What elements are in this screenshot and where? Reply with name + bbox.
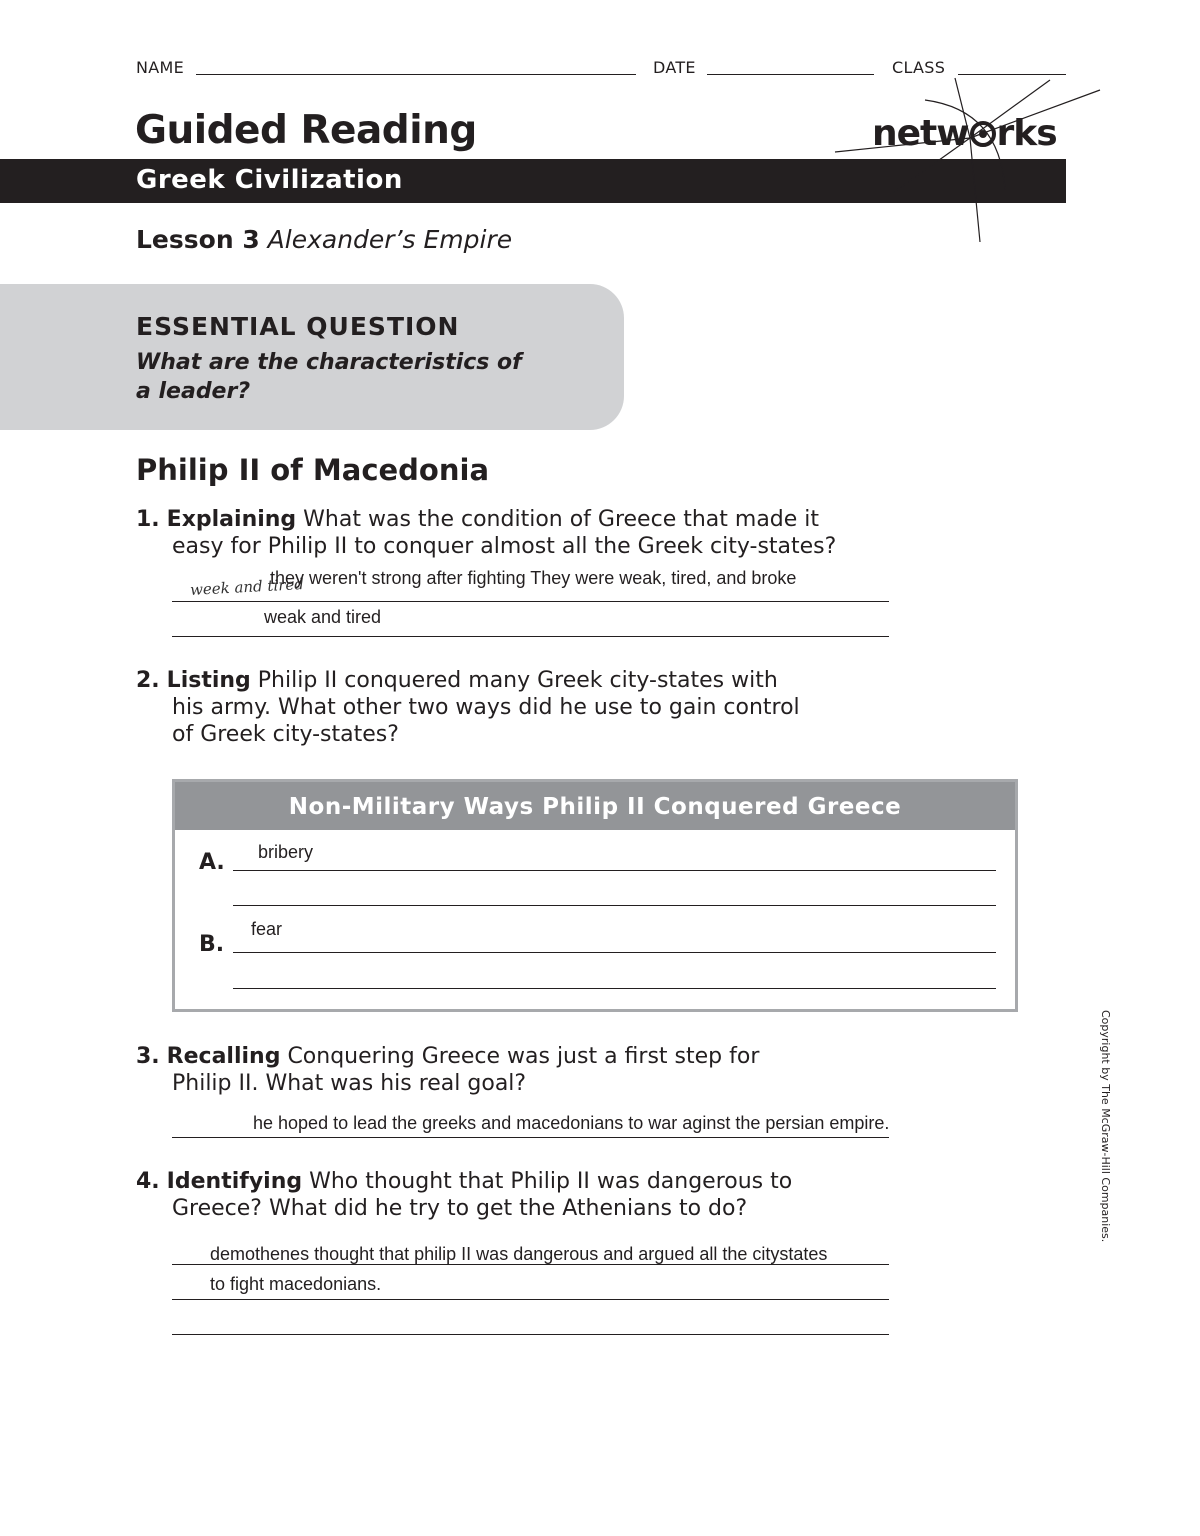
table-heading: Non-Military Ways Philip II Conquered Greece <box>175 782 1015 830</box>
answer-line[interactable] <box>172 1299 889 1300</box>
question-text: Greece? What did he try to get the Athenians to do? <box>172 1196 748 1221</box>
question-4 <box>136 1168 916 1222</box>
question-2 <box>136 667 916 748</box>
answer-text: demothenes thought that philip II was dangerous and argued all the citystates <box>210 1244 828 1264</box>
answer-text: they weren't strong after fighting They were weak, tired, and broke <box>270 568 797 588</box>
question-3 <box>136 1043 916 1097</box>
handwritten-answer: week and tired <box>189 575 305 599</box>
question-text: What was the condition of Greece that made it <box>296 507 820 532</box>
question-keyword: Listing <box>166 668 251 693</box>
answer-line[interactable] <box>172 636 889 637</box>
essential-question-line-2: a leader? <box>136 379 251 404</box>
non-military-ways-table <box>172 779 1018 1012</box>
section-title: Philip II of Macedonia <box>136 453 490 487</box>
table-answer: fear <box>251 919 283 939</box>
answer-line[interactable] <box>233 870 996 871</box>
table-answer: bribery <box>258 842 314 862</box>
answer-text: to fight macedonians. <box>210 1274 382 1294</box>
answer-text: he hoped to lead the greeks and macedonians to war aginst the persian empire. <box>253 1113 890 1133</box>
copyright-notice: Copyright by The McGraw-Hill Companies. <box>1099 1010 1112 1243</box>
logo-burst-icon <box>830 70 1130 250</box>
question-number: 4. <box>136 1169 160 1194</box>
essential-question-heading: ESSENTIAL QUESTION <box>136 312 460 341</box>
question-text: easy for Philip II to conquer almost all the Greek city-states? <box>172 534 837 559</box>
lesson-heading <box>136 225 512 254</box>
question-keyword: Identifying <box>166 1169 303 1194</box>
lesson-label: Lesson 3 <box>136 225 260 254</box>
question-1 <box>136 506 916 560</box>
answer-text: weak and tired <box>264 607 382 627</box>
answer-line[interactable] <box>172 1137 889 1138</box>
question-number: 3. <box>136 1044 160 1069</box>
question-text: his army. What other two ways did he use to gain control <box>172 695 800 720</box>
row-letter: A. <box>199 850 225 875</box>
answer-line[interactable] <box>172 1264 889 1265</box>
logo-text-end: rks <box>996 113 1057 154</box>
lesson-topic: Alexander’s Empire <box>267 225 513 254</box>
answer-line[interactable] <box>233 952 996 953</box>
essential-question-line-1: What are the characteristics of <box>136 350 522 375</box>
answer-line[interactable] <box>233 988 996 989</box>
answer-line[interactable] <box>172 601 889 602</box>
row-letter: B. <box>199 932 225 957</box>
question-text: of Greek city-states? <box>172 722 399 747</box>
networks-logo <box>872 113 1057 154</box>
logo-text-start: netw <box>872 113 969 154</box>
band-title: Greek Civilization <box>136 165 403 195</box>
question-text: Conquering Greece was just a first step for <box>280 1044 760 1069</box>
date-label: DATE <box>653 58 696 77</box>
question-keyword: Recalling <box>166 1044 281 1069</box>
essential-question-box <box>0 284 624 430</box>
name-label: NAME <box>136 58 185 77</box>
question-text: Who thought that Philip II was dangerous to <box>302 1169 793 1194</box>
page-title: Guided Reading <box>135 108 477 153</box>
class-label: CLASS <box>892 58 946 77</box>
question-text: Philip II. What was his real goal? <box>172 1071 527 1096</box>
question-number: 2. <box>136 668 160 693</box>
answer-line[interactable] <box>233 905 996 906</box>
answer-line[interactable] <box>172 1334 889 1335</box>
logo-o-icon <box>970 121 996 147</box>
question-keyword: Explaining <box>166 507 297 532</box>
name-field[interactable] <box>196 74 636 75</box>
question-number: 1. <box>136 507 160 532</box>
question-text: Philip II conquered many Greek city-states with <box>250 668 778 693</box>
